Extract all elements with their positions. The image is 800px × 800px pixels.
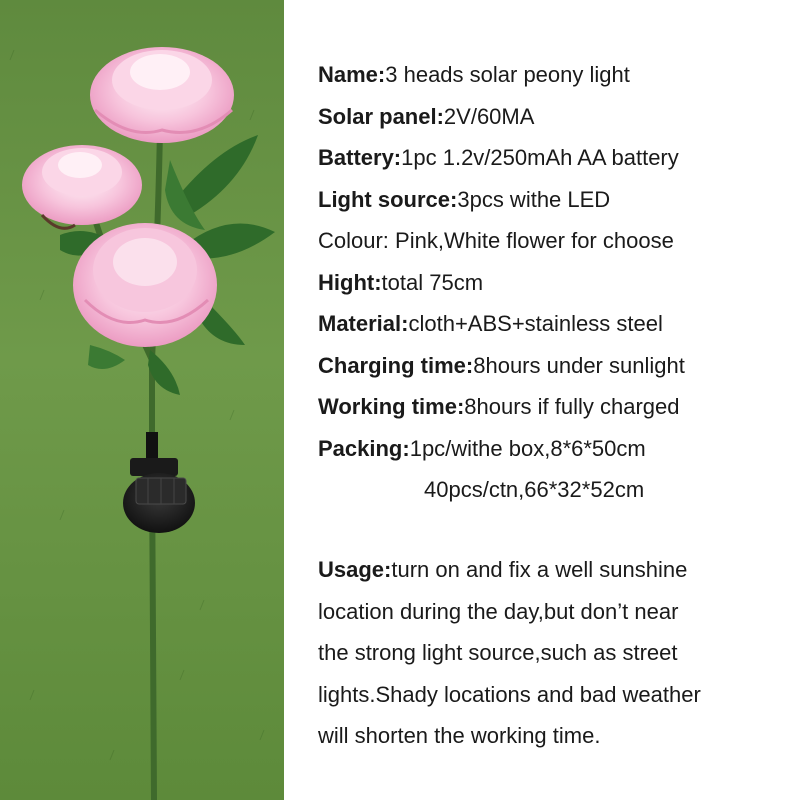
spec-value: 3pcs withe LED: [457, 186, 611, 212]
usage-line: the strong light source,such as street: [318, 640, 678, 665]
usage-line: will shorten the working time.: [318, 723, 601, 748]
usage-line: lights.Shady locations and bad weather: [318, 681, 701, 707]
spec-label: Light source:: [318, 186, 458, 212]
spec-label: Material:: [318, 311, 409, 336]
spec-value: cloth+ABS+stainless steel: [408, 311, 663, 336]
usage-line: location during the day,but don’t near: [318, 598, 679, 624]
spec-value: Colour: Pink,White flower for choose: [318, 228, 674, 253]
usage-section: [318, 549, 788, 757]
spec-packing: [318, 428, 788, 470]
spec-value: 2V/60MA: [443, 103, 535, 129]
usage-label: Usage:: [318, 557, 392, 582]
spec-label: Name:: [318, 62, 386, 87]
spec-light-source: [318, 179, 788, 221]
spec-label: Battery:: [318, 145, 402, 170]
spec-colour: [318, 220, 788, 262]
usage-text: turn on and fix a well sunshine: [391, 557, 688, 582]
spec-value: total 75cm: [381, 269, 484, 295]
product-photo: [0, 0, 284, 800]
spec-label: Charging time:: [318, 352, 474, 378]
spec-solar-panel: [318, 96, 788, 138]
spec-height: [318, 262, 788, 304]
spec-value: 1pc/withe box,8*6*50cm: [409, 435, 646, 461]
spec-value: 8hours under sunlight: [473, 352, 685, 378]
spec-battery: [318, 137, 788, 179]
spec-value: 8hours if fully charged: [464, 394, 680, 419]
usage-line: [318, 549, 788, 591]
spec-value: 40pcs/ctn,66*32*52cm: [424, 477, 645, 502]
spec-working-time: [318, 386, 788, 428]
spec-value: 1pc 1.2v/250mAh AA battery: [401, 145, 679, 170]
spec-label: Packing:: [318, 435, 410, 461]
peony-top: [90, 47, 234, 143]
spec-charging-time: [318, 345, 788, 387]
spec-label: Working time:: [318, 394, 465, 419]
spec-label: Solar panel:: [318, 103, 444, 129]
spec-packing-carton: [318, 469, 788, 511]
spec-label: Hight:: [318, 269, 382, 295]
spec-name: [318, 54, 788, 96]
spec-value: 3 heads solar peony light: [385, 62, 630, 87]
spec-material: [318, 303, 788, 345]
peony-light-illustration: [0, 0, 284, 800]
spec-list: [318, 54, 788, 511]
peony-front: [73, 223, 217, 347]
